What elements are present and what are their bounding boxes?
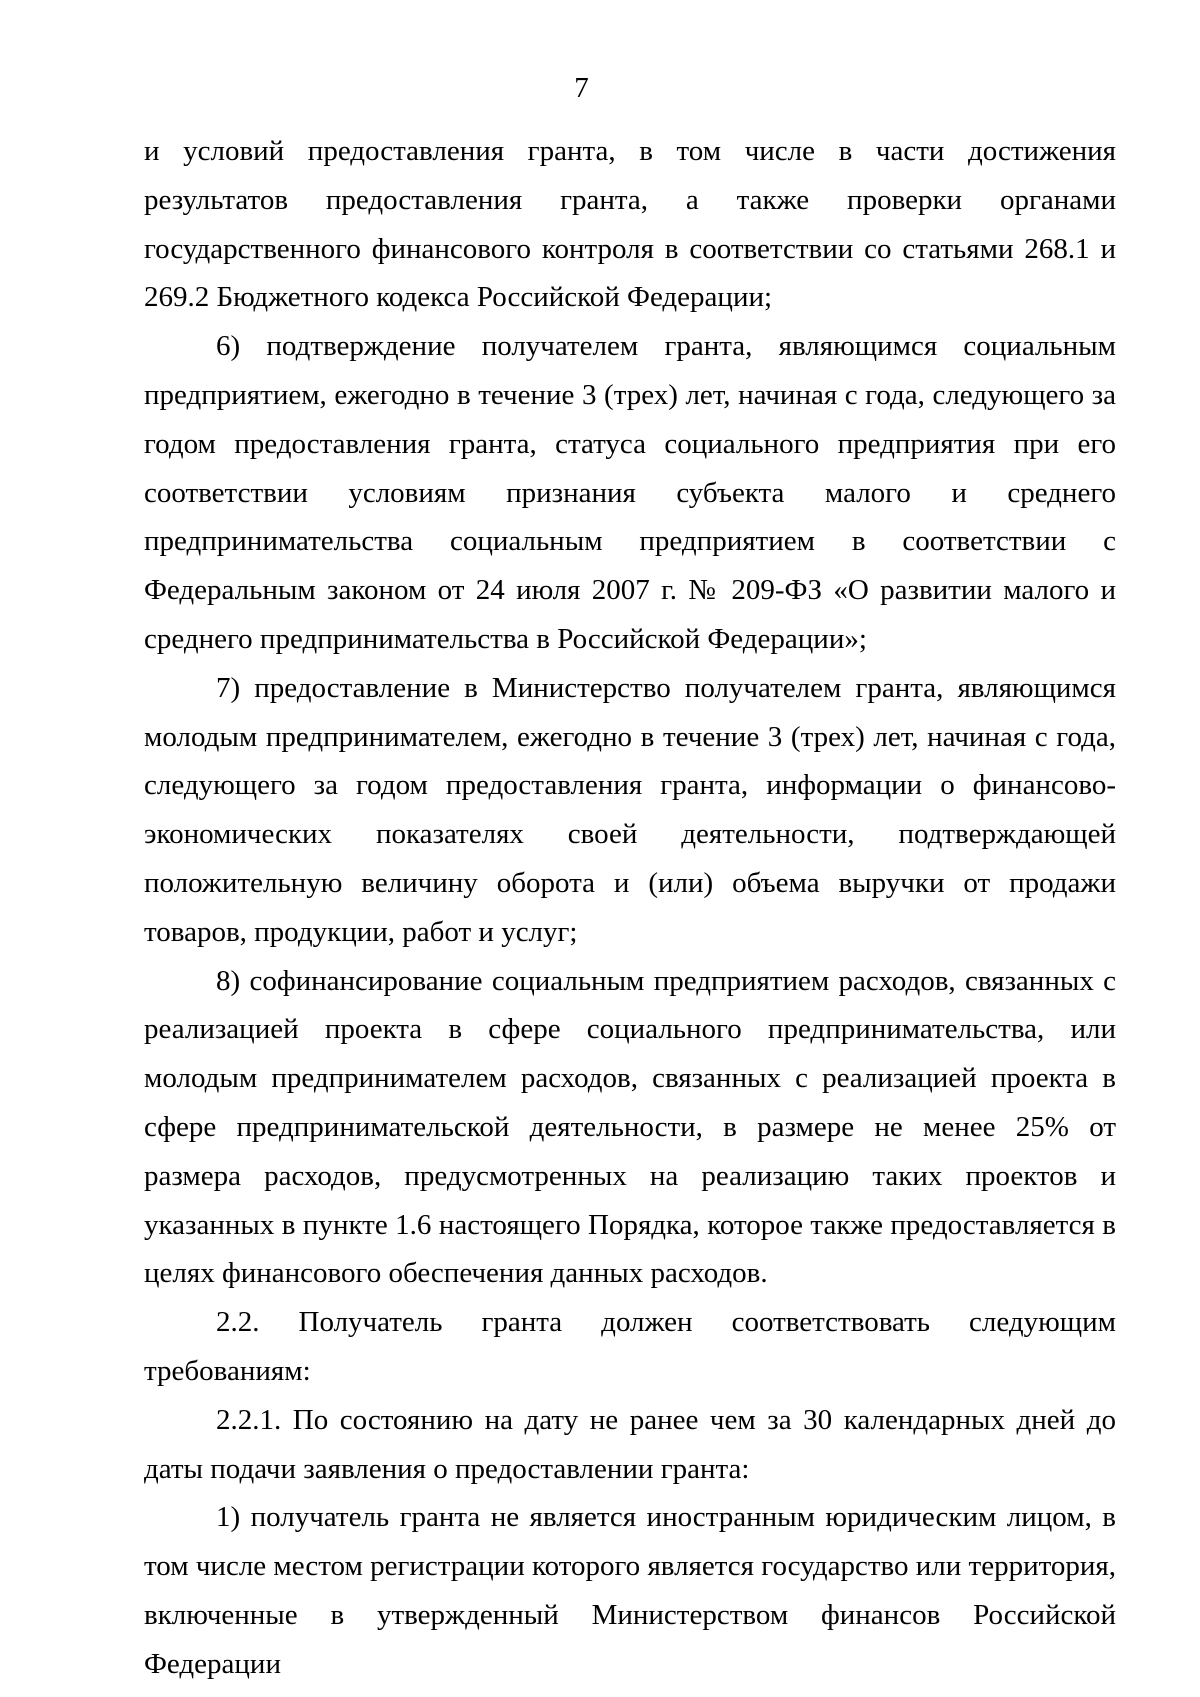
paragraph-item-8: 8) софинансирование социальным предприятием расходов, связанных с реализацией проекта в сфере социального предпринимательства, или молодым предпринимателем расходов, связанных с реализацией проекта в сфере предпринимательской деятельности, в размере не менее 25% от размера расходов, предусмотренных на реализацию таких проектов и указанных в пункте 1.6 настоящего Порядка, которое также предоставляется в целях финансового обеспечения данных расходов. [144, 964, 1116, 1290]
paragraph-item-6: 6) подтверждение получателем гранта, являющимся социальным предприятием, ежегодно в течение 3 (трех) лет, начиная с года, следующего за годом предоставления гранта, статуса социального предприятия при его соответствии условиям признания субъекта малого и среднего предпринимательства социальным предприятием в соответствии с Федеральным законом от 24 июля 2007 г. № 209-ФЗ «О развитии малого и среднего предпринимательства в Российской Федерации»; [144, 330, 1116, 655]
page-number: 7 [574, 72, 589, 104]
document-body [144, 127, 1116, 1689]
paragraph-section-2-2-1: 2.2.1. По состоянию на дату не ранее чем за 30 календарных дней до даты подачи заявления о предоставлении гранта: [144, 1403, 1116, 1485]
paragraph-continuation: и условий предоставления гранта, в том числе в части достижения результатов предоставления гранта, а также проверки органами государственного финансового контроля в соответствии со статьями 268.1 и 269.2 Бюджетного кодекса Российской Федерации; [144, 135, 1116, 314]
paragraph-requirement-1: 1) получатель гранта не является иностранным юридическим лицом, в том числе местом регистрации которого является государство или территория, включенные в утвержденный Министерством финансов Российской Федерации [144, 1501, 1116, 1680]
paragraph-item-7: 7) предоставление в Министерство получателем гранта, являющимся молодым предпринимателем, ежегодно в течение 3 (трех) лет, начиная с года, следующего за годом предоставления гранта, информации о финансово-экономических показателях своей деятельности, подтверждающей положительную величину оборота и (или) объема выручки от продажи товаров, продукции, работ и услуг; [144, 671, 1116, 948]
paragraph-section-2-2: 2.2. Получатель гранта должен соответствовать следующим требованиям: [144, 1306, 1116, 1387]
